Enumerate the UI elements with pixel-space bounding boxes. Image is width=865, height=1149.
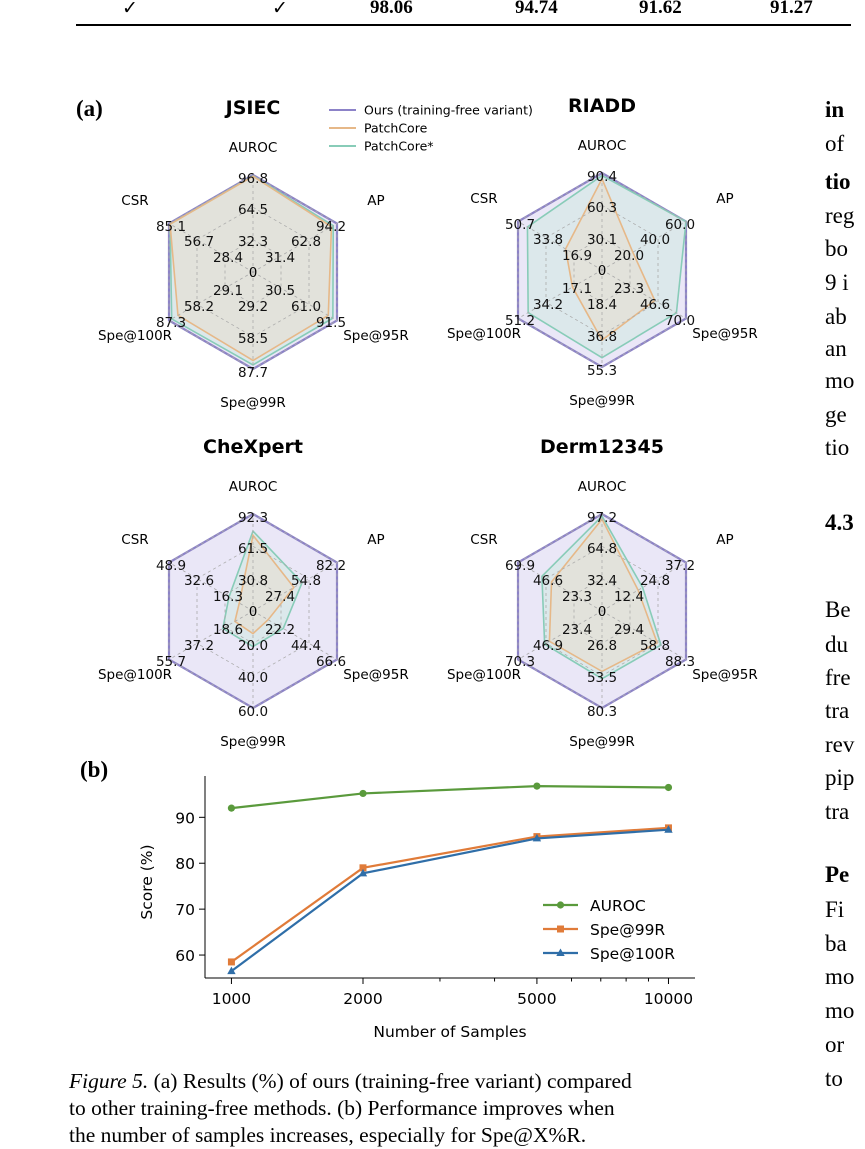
right-column-fragment: mo	[825, 964, 855, 989]
right-column-fragment: Be	[825, 597, 851, 622]
radar-axis-label: Spe@95R	[692, 326, 758, 342]
radar-ring-label: 55.7	[155, 654, 187, 670]
y-axis-label: Score (%)	[138, 844, 156, 920]
radar-ring-label: 60.3	[586, 200, 618, 216]
right-column-fragment: of	[825, 131, 845, 156]
radar-axis-label: AUROC	[577, 138, 627, 154]
data-point	[556, 949, 564, 957]
radar-axis-label: Spe@99R	[569, 734, 635, 750]
table-cell-value-1: 98.06	[370, 0, 413, 18]
right-column-fragment: pip	[825, 765, 855, 790]
radar-legend	[329, 103, 533, 154]
line-chart-legend	[543, 897, 675, 963]
table-cell-check-2: ✓	[272, 0, 288, 19]
data-point	[227, 967, 235, 975]
data-point	[359, 864, 366, 871]
radar-ring-label: 29.1	[212, 283, 244, 299]
radar-ring-label: 90.4	[586, 169, 618, 185]
radar-ring-label: 29.4	[613, 622, 645, 638]
radar-ring-label: 62.8	[290, 234, 322, 250]
radar-ring-label: 12.4	[613, 589, 645, 605]
radar-ring-label: 32.6	[183, 573, 215, 589]
x-tick-label: 2000	[343, 990, 383, 1008]
table-cell-value-4: 91.27	[770, 0, 813, 18]
right-column-fragment: tra	[825, 799, 850, 824]
radar-axis-label: AUROC	[228, 479, 278, 495]
caption-text-1: (a) Results (%) of ours (training-free variant) compared	[153, 1069, 632, 1093]
right-column-fragment: ge	[825, 402, 847, 427]
series-line	[231, 828, 668, 962]
radar-ring-label: 69.9	[504, 558, 536, 574]
series-line	[231, 786, 668, 808]
radar-axis-label: AUROC	[577, 479, 627, 495]
radar-ring-label: 30.5	[264, 283, 296, 299]
right-column-fragment: du	[825, 632, 848, 657]
y-tick-label: 90	[175, 809, 195, 828]
radar-ring-label: 96.8	[237, 171, 269, 187]
radar-axis-label: AUROC	[228, 140, 278, 156]
radar-ring-label: 56.7	[183, 234, 215, 250]
right-column-fragment: ba	[825, 931, 847, 956]
right-column-fragment: tio	[825, 435, 850, 460]
radar-ring-label: 48.9	[155, 558, 187, 574]
radar-ring-label: 32.3	[237, 234, 269, 250]
right-column-fragment: mo	[825, 368, 855, 393]
radar-ring-label: 30.1	[586, 232, 618, 248]
right-column-fragment: rev	[825, 732, 855, 757]
radar-title: JSIEC	[225, 97, 281, 119]
radar-ring-label: 61.0	[290, 299, 322, 315]
radar-ring-label: 37.2	[183, 638, 215, 654]
data-point	[557, 901, 564, 908]
radar-legend-label: PatchCore*	[364, 138, 434, 154]
right-column-fragment: tra	[825, 698, 850, 723]
radar-axis-label: Spe@99R	[220, 395, 286, 411]
radar-ring-label: 34.2	[532, 297, 564, 313]
radar-ring-label: 53.5	[586, 670, 618, 686]
panel-b-label: (b)	[80, 757, 109, 782]
caption-line-2: to other training-free methods. (b) Performance improves when	[69, 1096, 615, 1120]
radar-ring-label: 29.2	[237, 299, 269, 315]
right-column-fragment: 9 i	[825, 270, 849, 295]
data-point	[533, 783, 540, 790]
caption-line-1	[69, 1068, 779, 1095]
radar-ring-label: 80.3	[586, 704, 618, 720]
radar-ring-label: 85.1	[155, 219, 187, 235]
right-column-fragment: Pe	[825, 862, 850, 887]
radar-ring-label: 54.8	[290, 573, 322, 589]
radar-legend-label: PatchCore	[364, 120, 428, 136]
right-column-fragment: an	[825, 336, 847, 361]
radar-ring-label: 88.3	[664, 654, 696, 670]
y-tick-label: 80	[175, 855, 195, 874]
series-spe-100r	[227, 825, 672, 974]
data-point	[359, 790, 366, 797]
data-point	[533, 833, 540, 840]
radar-ring-label: 70.3	[504, 654, 536, 670]
radar-chart-chexpert	[98, 436, 409, 750]
radar-ring-label: 32.4	[586, 573, 618, 589]
series-line	[231, 830, 668, 971]
radar-ring-label: 61.5	[237, 541, 269, 557]
right-column-fragment: mo	[825, 998, 855, 1023]
caption-figure-label: Figure 5.	[69, 1069, 149, 1093]
x-axis-label: Number of Samples	[373, 1023, 527, 1041]
radar-ring-label: 92.3	[237, 510, 269, 526]
radar-ring-label: 22.2	[264, 622, 296, 638]
radar-axis-label: CSR	[470, 532, 498, 548]
radar-ring-label: 37.2	[664, 558, 696, 574]
radar-axis-label: CSR	[121, 193, 149, 209]
table-cell-value-2: 94.74	[515, 0, 558, 18]
radar-ring-label: 58.2	[183, 299, 215, 315]
series-spe-99r	[228, 824, 672, 965]
radar-ring-label: 55.3	[586, 363, 618, 379]
radar-ring-label: 82.2	[315, 558, 347, 574]
radar-ring-label: 87.3	[155, 315, 187, 331]
data-point	[228, 958, 235, 965]
radar-axis-label: Spe@100R	[446, 326, 522, 342]
radar-title: RIADD	[568, 95, 636, 117]
radar-axis-label: Spe@100R	[97, 667, 173, 683]
right-column-fragment: fre	[825, 665, 851, 690]
line-chart-plot	[138, 776, 695, 1041]
radar-axis-label: Spe@99R	[569, 393, 635, 409]
right-column-fragment: to	[825, 1066, 843, 1091]
x-tick-label: 10000	[643, 990, 694, 1008]
radar-title: Derm12345	[540, 436, 664, 458]
radar-ring-label: 40.0	[237, 670, 269, 686]
right-column-fragment: bo	[825, 236, 848, 261]
data-point	[664, 825, 672, 833]
radar-ring-label: 23.3	[561, 589, 593, 605]
radar-axis-label: Spe@100R	[97, 328, 173, 344]
radar-ring-label: 23.4	[561, 622, 593, 638]
radar-ring-label: 94.2	[315, 219, 347, 235]
right-column-fragment: Fi	[825, 897, 845, 922]
right-column-fragment: ab	[825, 304, 847, 329]
radar-ring-label: 66.6	[315, 654, 347, 670]
radar-ring-label: 20.0	[613, 248, 645, 264]
radar-ring-label: 91.5	[315, 315, 347, 331]
radar-center-label: 0	[597, 604, 607, 620]
x-tick-label: 1000	[211, 990, 252, 1008]
panel-a-label: (a)	[76, 96, 103, 121]
caption-line-3: the number of samples increases, especially for Spe@X%R.	[69, 1123, 587, 1147]
data-point	[665, 784, 672, 791]
data-point	[533, 834, 541, 842]
y-tick-label: 60	[175, 947, 195, 966]
radar-ring-label: 58.8	[639, 638, 671, 654]
radar-center-label: 0	[248, 265, 258, 281]
radar-ring-label: 87.7	[237, 365, 269, 381]
data-point	[557, 926, 564, 933]
radar-ring-label: 18.6	[212, 622, 244, 638]
data-point	[228, 805, 235, 812]
radar-ring-label: 60.0	[237, 704, 269, 720]
radar-ring-label: 23.3	[613, 281, 645, 297]
radar-ring-label: 44.4	[290, 638, 322, 654]
radar-ring-label: 51.2	[504, 313, 536, 329]
radar-ring-label: 27.4	[264, 589, 296, 605]
radar-axis-label: AP	[716, 532, 734, 548]
radar-ring-label: 50.7	[504, 217, 536, 233]
right-column-fragment: tio	[825, 169, 851, 194]
radar-ring-label: 60.0	[664, 217, 696, 233]
right-column-fragment: 4.3	[825, 510, 854, 535]
radar-title: CheXpert	[203, 436, 303, 458]
radar-legend-label: Ours (training-free variant)	[364, 102, 533, 118]
radar-chart-jsiec	[98, 97, 409, 411]
radar-axis-label: Spe@99R	[220, 734, 286, 750]
radar-ring-label: 31.4	[264, 250, 296, 266]
radar-ring-label: 58.5	[237, 331, 269, 347]
radar-center-label: 0	[248, 604, 258, 620]
right-column-fragment: in	[825, 97, 845, 122]
radar-ring-label: 46.6	[639, 297, 671, 313]
right-column-fragment: or	[825, 1032, 845, 1057]
radar-ring-label: 28.4	[212, 250, 244, 266]
radar-ring-label: 40.0	[639, 232, 671, 248]
radar-ring-label: 46.9	[532, 638, 564, 654]
radar-ring-label: 97.2	[586, 510, 618, 526]
legend-label: Spe@100R	[590, 945, 676, 963]
radar-axis-label: AP	[367, 193, 385, 209]
radar-ring-label: 18.4	[586, 297, 618, 313]
radar-ring-label: 33.8	[532, 232, 564, 248]
right-column-fragment: reg	[825, 203, 855, 228]
radar-ring-label: 16.3	[212, 589, 244, 605]
radar-center-label: 0	[597, 263, 607, 279]
radar-axis-label: Spe@95R	[692, 667, 758, 683]
radar-axis-label: Spe@95R	[343, 667, 409, 683]
radar-chart-derm12345	[447, 436, 758, 750]
radar-axis-label: AP	[716, 191, 734, 207]
radar-axis-label: Spe@100R	[446, 667, 522, 683]
radar-ring-label: 17.1	[561, 281, 593, 297]
radar-ring-label: 20.0	[237, 638, 269, 654]
data-point	[665, 824, 672, 831]
radar-axis-label: CSR	[470, 191, 498, 207]
radar-ring-label: 36.8	[586, 329, 618, 345]
radar-ring-label: 16.9	[561, 248, 593, 264]
radar-axis-label: Spe@95R	[343, 328, 409, 344]
legend-label: AUROC	[590, 897, 646, 915]
radar-ring-label: 30.8	[237, 573, 269, 589]
series-auroc	[228, 783, 672, 812]
radar-ring-label: 64.5	[237, 202, 269, 218]
x-tick-label: 5000	[517, 990, 557, 1008]
radar-ring-label: 70.0	[664, 313, 696, 329]
radar-chart-riadd	[447, 95, 758, 409]
radar-ring-label: 46.6	[532, 573, 564, 589]
data-point	[359, 869, 367, 877]
legend-label: Spe@99R	[590, 921, 666, 939]
radar-ring-label: 24.8	[639, 573, 671, 589]
radar-axis-label: CSR	[121, 532, 149, 548]
figure-caption	[69, 1068, 779, 1149]
radar-ring-label: 26.8	[586, 638, 618, 654]
table-cell-value-3: 91.62	[639, 0, 682, 18]
y-tick-label: 70	[175, 901, 195, 920]
radar-axis-label: AP	[367, 532, 385, 548]
radar-ring-label: 64.8	[586, 541, 618, 557]
table-cell-check-1: ✓	[122, 0, 138, 19]
